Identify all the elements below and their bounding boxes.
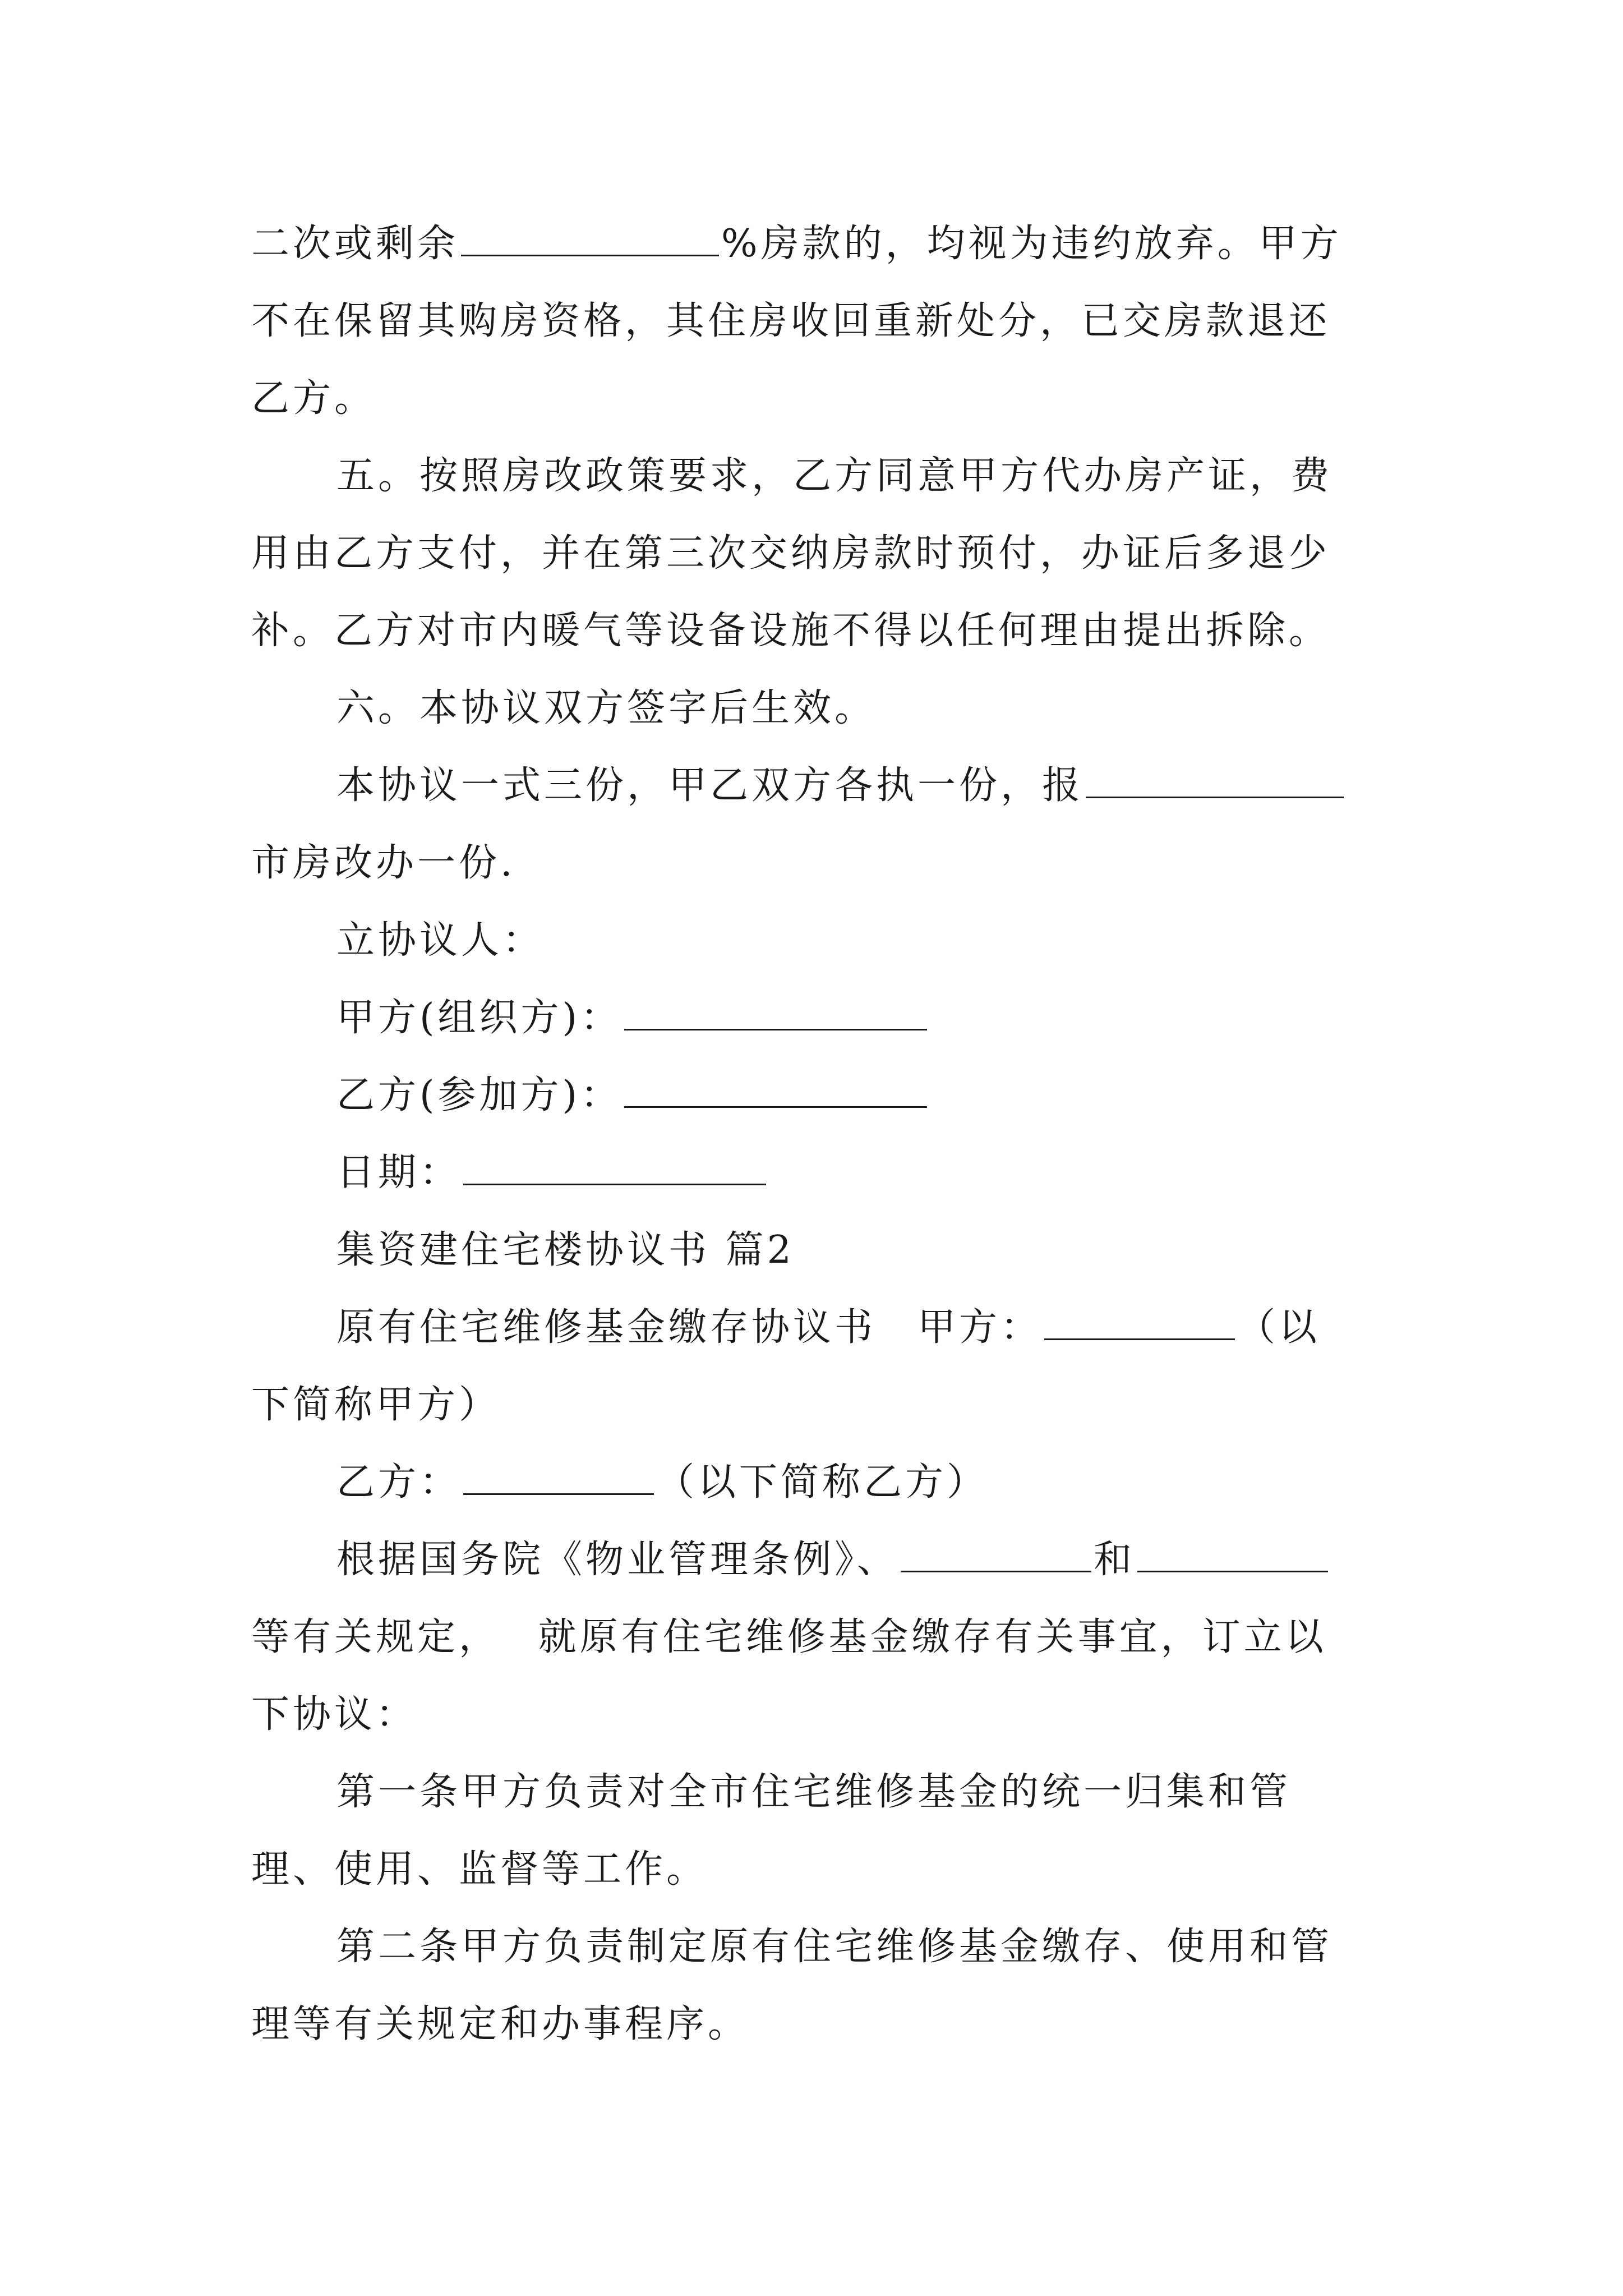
- text-segment: 乙方：: [336, 1460, 462, 1504]
- fill-blank: [624, 992, 927, 1030]
- text-segment: 下简称甲方）: [251, 1383, 501, 1427]
- text-segment: 原有住宅维修基金缴存协议书 甲方：: [336, 1305, 1043, 1350]
- text-segment: 甲方(组织方)：: [336, 996, 623, 1040]
- text-segment: 立协议人：: [336, 918, 545, 963]
- paragraph-line: [336, 680, 876, 737]
- paragraph-line: [336, 1764, 1291, 1820]
- text-segment: 五。按照房改政策要求，乙方同意甲方代办房产证，费: [336, 454, 1333, 498]
- paragraph-line: [336, 913, 544, 969]
- text-line: [251, 1377, 500, 1433]
- fill-blank: [1137, 1534, 1328, 1572]
- text-segment: 二次或剩余: [251, 222, 459, 266]
- paragraph-line: [336, 1300, 1320, 1356]
- text-segment: %房款的，均视为违约放弃。甲方: [721, 222, 1342, 266]
- text-segment: 第二条甲方负责制定原有住宅维修基金缴存、使用和管: [336, 1925, 1333, 1969]
- text-segment: （以: [1237, 1305, 1321, 1350]
- fill-blank: [1086, 760, 1344, 798]
- text-segment: 补。乙方对市内暖气等设备设施不得以任何理由提出拆除。: [251, 609, 1331, 653]
- fill-blank: [463, 1456, 654, 1495]
- fill-blank: [624, 1069, 927, 1108]
- text-segment: 集资建住宅楼协议书 篇2: [336, 1228, 795, 1272]
- text-line: [251, 603, 1330, 659]
- text-line: [251, 835, 516, 891]
- text-line: [251, 1687, 417, 1743]
- text-line: [251, 1609, 1327, 1665]
- section-heading: [336, 1222, 795, 1278]
- paragraph-line: [336, 1919, 1332, 1975]
- signature-line: [336, 1068, 929, 1124]
- text-segment: 不在保留其购房资格，其住房收回重新处分，已交房款退还: [251, 299, 1331, 343]
- text-segment: 六。本协议双方签字后生效。: [336, 686, 877, 730]
- text-segment: 等有关规定， 就原有住宅维修基金缴存有关事宜，订立以: [251, 1615, 1327, 1659]
- text-segment: 下协议：: [251, 1692, 418, 1737]
- text-segment: 日期：: [336, 1151, 462, 1195]
- text-line: [251, 1842, 708, 1898]
- text-line: [251, 371, 376, 427]
- text-segment: 和: [1094, 1538, 1136, 1582]
- text-segment: 市房改办一份.: [251, 841, 516, 885]
- text-segment: 乙方。: [251, 376, 376, 421]
- text-segment: 理等有关规定和办事程序。: [251, 2002, 750, 2046]
- paragraph-line: [336, 448, 1332, 504]
- text-line: [251, 526, 1330, 582]
- fill-blank: [461, 218, 719, 256]
- text-segment: 用由乙方支付，并在第三次交纳房款时预付，办证后多退少: [251, 531, 1331, 576]
- text-segment: 本协议一式三份，甲乙双方各执一份，报: [336, 763, 1084, 808]
- text-line: [251, 293, 1330, 349]
- text-segment: 理、使用、监督等工作。: [251, 1847, 708, 1892]
- fill-blank: [1044, 1301, 1235, 1340]
- text-segment: （以下简称乙方）: [656, 1460, 989, 1504]
- text-line: [251, 1996, 749, 2053]
- fill-blank: [901, 1534, 1091, 1572]
- text-segment: 根据国务院《物业管理条例》、: [336, 1538, 899, 1582]
- text-segment: 乙方(参加方)：: [336, 1073, 623, 1117]
- paragraph-line: [336, 758, 1346, 814]
- date-line: [336, 1145, 768, 1201]
- paragraph-line: [336, 1532, 1330, 1588]
- text-line: [251, 216, 1342, 272]
- fill-blank: [463, 1147, 766, 1185]
- text-segment: 第一条甲方负责对全市住宅维修基金的统一归集和管: [336, 1770, 1292, 1814]
- signature-line: [336, 990, 929, 1046]
- paragraph-line: [336, 1455, 988, 1511]
